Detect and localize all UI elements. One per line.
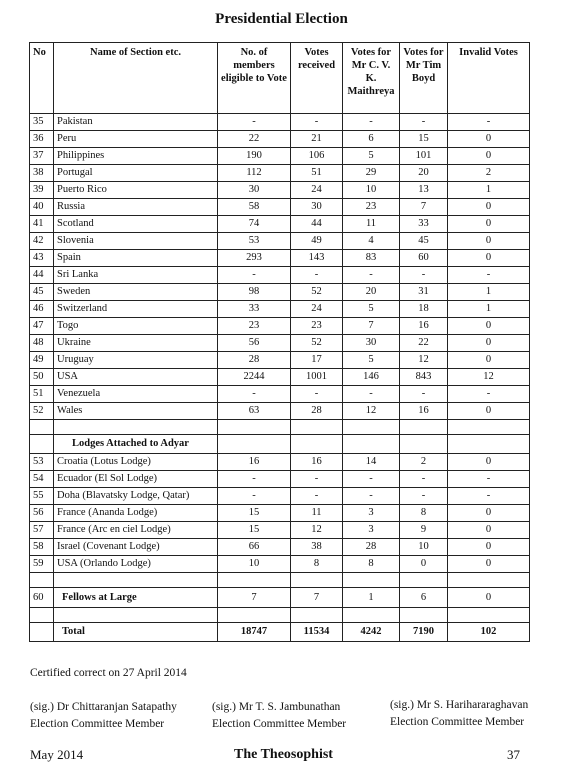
table-row (30, 148, 530, 165)
row-boyd: 31 (400, 284, 448, 301)
row-maithreya: - (343, 114, 400, 131)
row-invalid: 0 (448, 335, 530, 352)
row-received: - (291, 386, 343, 403)
row-no: 57 (30, 522, 54, 539)
row-invalid: - (448, 267, 530, 284)
row-maithreya: 23 (343, 199, 400, 216)
row-maithreya: 4 (343, 233, 400, 250)
row-invalid: 12 (448, 369, 530, 386)
row-name: Doha (Blavatsky Lodge, Qatar) (54, 488, 218, 505)
row-name: Pakistan (54, 114, 218, 131)
row-no: 54 (30, 471, 54, 488)
row-eligible: 30 (218, 182, 291, 199)
row-no: 60 (30, 588, 54, 608)
row-invalid: 0 (448, 522, 530, 539)
row-eligible: 15 (218, 505, 291, 522)
col-header-boyd: Votes for Mr Tim Boyd (400, 43, 448, 114)
row-boyd: - (400, 386, 448, 403)
row-maithreya: - (343, 471, 400, 488)
row-name: Switzerland (54, 301, 218, 318)
row-boyd: 843 (400, 369, 448, 386)
signatory-role: Election Committee Member (212, 718, 347, 730)
table-row (30, 454, 530, 471)
row-invalid: 0 (448, 318, 530, 335)
table-row (30, 505, 530, 522)
table-row (30, 165, 530, 182)
row-name: Russia (54, 199, 218, 216)
row-received: 16 (291, 454, 343, 471)
row-name: Spain (54, 250, 218, 267)
row-boyd: 9 (400, 522, 448, 539)
row-invalid: 0 (448, 505, 530, 522)
row-name: Fellows at Large (54, 588, 218, 608)
row-boyd: 12 (400, 352, 448, 369)
row-eligible: 33 (218, 301, 291, 318)
row-invalid: 1 (448, 182, 530, 199)
page-title: Presidential Election (215, 11, 348, 27)
row-received: 143 (291, 250, 343, 267)
row-maithreya: 20 (343, 284, 400, 301)
row-no: 58 (30, 539, 54, 556)
row-maithreya: 5 (343, 301, 400, 318)
row-no: 47 (30, 318, 54, 335)
signature-block (212, 699, 346, 733)
row-boyd: 0 (400, 556, 448, 573)
row-name: France (Ananda Lodge) (54, 505, 218, 522)
row-maithreya: - (343, 267, 400, 284)
row-maithreya: 29 (343, 165, 400, 182)
table-row (30, 369, 530, 386)
signatory-name: (sig.) Mr T. S. Jambunathan (212, 701, 341, 713)
row-received: 52 (291, 335, 343, 352)
row-name: USA (54, 369, 218, 386)
spacer-row (30, 420, 530, 435)
row-invalid: 0 (448, 233, 530, 250)
row-no: 51 (30, 386, 54, 403)
row-received: 24 (291, 182, 343, 199)
row-name: France (Arc en ciel Lodge) (54, 522, 218, 539)
row-no: 37 (30, 148, 54, 165)
row-name: Wales (54, 403, 218, 420)
row-name: Scotland (54, 216, 218, 233)
row-eligible: 22 (218, 131, 291, 148)
row-received: 7 (291, 588, 343, 608)
row-eligible: 112 (218, 165, 291, 182)
spacer-row (30, 608, 530, 623)
row-eligible: 63 (218, 403, 291, 420)
footer-date: May 2014 (30, 747, 84, 762)
row-received: 17 (291, 352, 343, 369)
row-received: 51 (291, 165, 343, 182)
row-invalid: - (448, 114, 530, 131)
table-row (30, 318, 530, 335)
lodges-body (30, 454, 530, 573)
row-boyd: 15 (400, 131, 448, 148)
col-header-received: Votes received (291, 43, 343, 114)
row-eligible: 98 (218, 284, 291, 301)
row-invalid: 0 (448, 131, 530, 148)
row-eligible: - (218, 267, 291, 284)
row-invalid: 0 (448, 588, 530, 608)
row-boyd: - (400, 471, 448, 488)
lodges-heading-row (30, 435, 530, 454)
row-boyd: - (400, 267, 448, 284)
lodges-heading: Lodges Attached to Adyar (54, 435, 218, 454)
row-eligible: - (218, 471, 291, 488)
row-boyd: 16 (400, 318, 448, 335)
row-eligible: 293 (218, 250, 291, 267)
row-maithreya: 1 (343, 588, 400, 608)
row-maithreya: 3 (343, 505, 400, 522)
row-boyd: 101 (400, 148, 448, 165)
row-eligible: 23 (218, 318, 291, 335)
row-invalid: 0 (448, 403, 530, 420)
footer-page-number: 37 (507, 747, 520, 762)
row-eligible: - (218, 488, 291, 505)
certification-note: Certified correct on 27 April 2014 (30, 667, 187, 679)
row-name: Togo (54, 318, 218, 335)
row-received: - (291, 471, 343, 488)
col-header-eligible: No. of members eligible to Vote (218, 43, 291, 114)
election-results-table (29, 42, 530, 642)
row-name: Croatia (Lotus Lodge) (54, 454, 218, 471)
row-invalid: 0 (448, 216, 530, 233)
row-boyd: 22 (400, 335, 448, 352)
row-maithreya: - (343, 386, 400, 403)
total-row (30, 623, 530, 642)
table-row (30, 352, 530, 369)
row-maithreya: 3 (343, 522, 400, 539)
row-received: 28 (291, 403, 343, 420)
row-invalid: 0 (448, 352, 530, 369)
table-row (30, 182, 530, 199)
table-row (30, 556, 530, 573)
row-received: 44 (291, 216, 343, 233)
row-received: 1001 (291, 369, 343, 386)
row-name: Ukraine (54, 335, 218, 352)
row-boyd: 7 (400, 199, 448, 216)
row-invalid: - (448, 488, 530, 505)
row-no: 46 (30, 301, 54, 318)
row-name: Uruguay (54, 352, 218, 369)
row-invalid: 2 (448, 165, 530, 182)
row-name: Philippines (54, 148, 218, 165)
row-received: - (291, 114, 343, 131)
row-name: Portugal (54, 165, 218, 182)
row-name: Peru (54, 131, 218, 148)
col-header-no: No (30, 43, 54, 114)
row-maithreya: - (343, 488, 400, 505)
fellows-body (30, 573, 530, 642)
row-name: Ecuador (El Sol Lodge) (54, 471, 218, 488)
row-maithreya: 14 (343, 454, 400, 471)
row-no: 43 (30, 250, 54, 267)
row-boyd: 16 (400, 403, 448, 420)
row-no: 35 (30, 114, 54, 131)
total-eligible: 18747 (218, 623, 291, 642)
row-no: 38 (30, 165, 54, 182)
total-invalid: 102 (448, 623, 530, 642)
row-maithreya: 5 (343, 352, 400, 369)
table-row (30, 386, 530, 403)
row-no: 48 (30, 335, 54, 352)
signatory-name: (sig.) Mr S. Harihararaghavan (390, 699, 529, 711)
col-header-maithreya: Votes for Mr C. V. K. Maithreya (343, 43, 400, 114)
row-boyd: 45 (400, 233, 448, 250)
row-boyd: 10 (400, 539, 448, 556)
row-no: 41 (30, 216, 54, 233)
signature-block (390, 697, 528, 731)
lodges-heading-body (30, 420, 530, 454)
row-eligible: 74 (218, 216, 291, 233)
row-boyd: 60 (400, 250, 448, 267)
row-no: 44 (30, 267, 54, 284)
row-maithreya: 146 (343, 369, 400, 386)
row-boyd: 18 (400, 301, 448, 318)
signatory-role: Election Committee Member (390, 716, 525, 728)
row-received: 11 (291, 505, 343, 522)
row-name: Sri Lanka (54, 267, 218, 284)
row-no: 42 (30, 233, 54, 250)
table-row (30, 216, 530, 233)
row-name: Venezuela (54, 386, 218, 403)
row-invalid: 1 (448, 301, 530, 318)
row-maithreya: 12 (343, 403, 400, 420)
signatory-name: (sig.) Dr Chittaranjan Satapathy (30, 701, 177, 713)
col-header-name: Name of Section etc. (54, 43, 218, 114)
row-eligible: 56 (218, 335, 291, 352)
row-eligible: 2244 (218, 369, 291, 386)
col-header-invalid: Invalid Votes (448, 43, 530, 114)
row-eligible: - (218, 386, 291, 403)
row-invalid: - (448, 386, 530, 403)
table-row (30, 267, 530, 284)
row-maithreya: 10 (343, 182, 400, 199)
row-eligible: 190 (218, 148, 291, 165)
row-no: 36 (30, 131, 54, 148)
row-received: - (291, 267, 343, 284)
row-name: Sweden (54, 284, 218, 301)
footer-publication: The Theosophist (234, 747, 333, 762)
row-invalid: 0 (448, 539, 530, 556)
row-eligible: 28 (218, 352, 291, 369)
row-no: 53 (30, 454, 54, 471)
table-row (30, 471, 530, 488)
row-invalid: 0 (448, 454, 530, 471)
row-boyd: 2 (400, 454, 448, 471)
row-invalid: 1 (448, 284, 530, 301)
row-no: 45 (30, 284, 54, 301)
row-invalid: 0 (448, 250, 530, 267)
row-invalid: 0 (448, 148, 530, 165)
row-received: 52 (291, 284, 343, 301)
row-name: USA (Orlando Lodge) (54, 556, 218, 573)
row-no: 56 (30, 505, 54, 522)
row-maithreya: 11 (343, 216, 400, 233)
row-received: - (291, 488, 343, 505)
row-invalid: 0 (448, 556, 530, 573)
row-no: 52 (30, 403, 54, 420)
row-no: 39 (30, 182, 54, 199)
row-eligible: 7 (218, 588, 291, 608)
row-no: 55 (30, 488, 54, 505)
spacer-row (30, 573, 530, 588)
table-row (30, 250, 530, 267)
table-row (30, 233, 530, 250)
total-received: 11534 (291, 623, 343, 642)
table-row (30, 539, 530, 556)
signatory-role: Election Committee Member (30, 718, 165, 730)
row-maithreya: 6 (343, 131, 400, 148)
row-eligible: 10 (218, 556, 291, 573)
table-row (30, 522, 530, 539)
table-row (30, 403, 530, 420)
row-received: 12 (291, 522, 343, 539)
row-maithreya: 8 (343, 556, 400, 573)
row-received: 8 (291, 556, 343, 573)
total-boyd: 7190 (400, 623, 448, 642)
table-row (30, 301, 530, 318)
row-invalid: 0 (448, 199, 530, 216)
row-eligible: 58 (218, 199, 291, 216)
row-maithreya: 83 (343, 250, 400, 267)
total-label: Total (54, 623, 218, 642)
row-received: 24 (291, 301, 343, 318)
row-received: 38 (291, 539, 343, 556)
row-invalid: - (448, 471, 530, 488)
row-no: 50 (30, 369, 54, 386)
sections-body (30, 114, 530, 420)
row-maithreya: 7 (343, 318, 400, 335)
row-received: 23 (291, 318, 343, 335)
table-row (30, 131, 530, 148)
table-row (30, 199, 530, 216)
fellows-row (30, 588, 530, 608)
row-boyd: 6 (400, 588, 448, 608)
row-no: 49 (30, 352, 54, 369)
row-maithreya: 28 (343, 539, 400, 556)
row-eligible: 53 (218, 233, 291, 250)
row-maithreya: 5 (343, 148, 400, 165)
row-boyd: 8 (400, 505, 448, 522)
total-maithreya: 4242 (343, 623, 400, 642)
table-row (30, 335, 530, 352)
row-name: Slovenia (54, 233, 218, 250)
row-eligible: 16 (218, 454, 291, 471)
row-boyd: - (400, 114, 448, 131)
row-boyd: - (400, 488, 448, 505)
header-row (30, 43, 530, 114)
row-boyd: 33 (400, 216, 448, 233)
row-no: 40 (30, 199, 54, 216)
row-eligible: 66 (218, 539, 291, 556)
row-maithreya: 30 (343, 335, 400, 352)
row-eligible: - (218, 114, 291, 131)
row-received: 49 (291, 233, 343, 250)
row-eligible: 15 (218, 522, 291, 539)
table-row (30, 488, 530, 505)
row-boyd: 13 (400, 182, 448, 199)
row-received: 106 (291, 148, 343, 165)
row-received: 21 (291, 131, 343, 148)
row-boyd: 20 (400, 165, 448, 182)
table-row (30, 114, 530, 131)
row-name: Puerto Rico (54, 182, 218, 199)
row-no: 59 (30, 556, 54, 573)
signature-block (30, 699, 177, 733)
table-row (30, 284, 530, 301)
row-received: 30 (291, 199, 343, 216)
row-name: Israel (Covenant Lodge) (54, 539, 218, 556)
